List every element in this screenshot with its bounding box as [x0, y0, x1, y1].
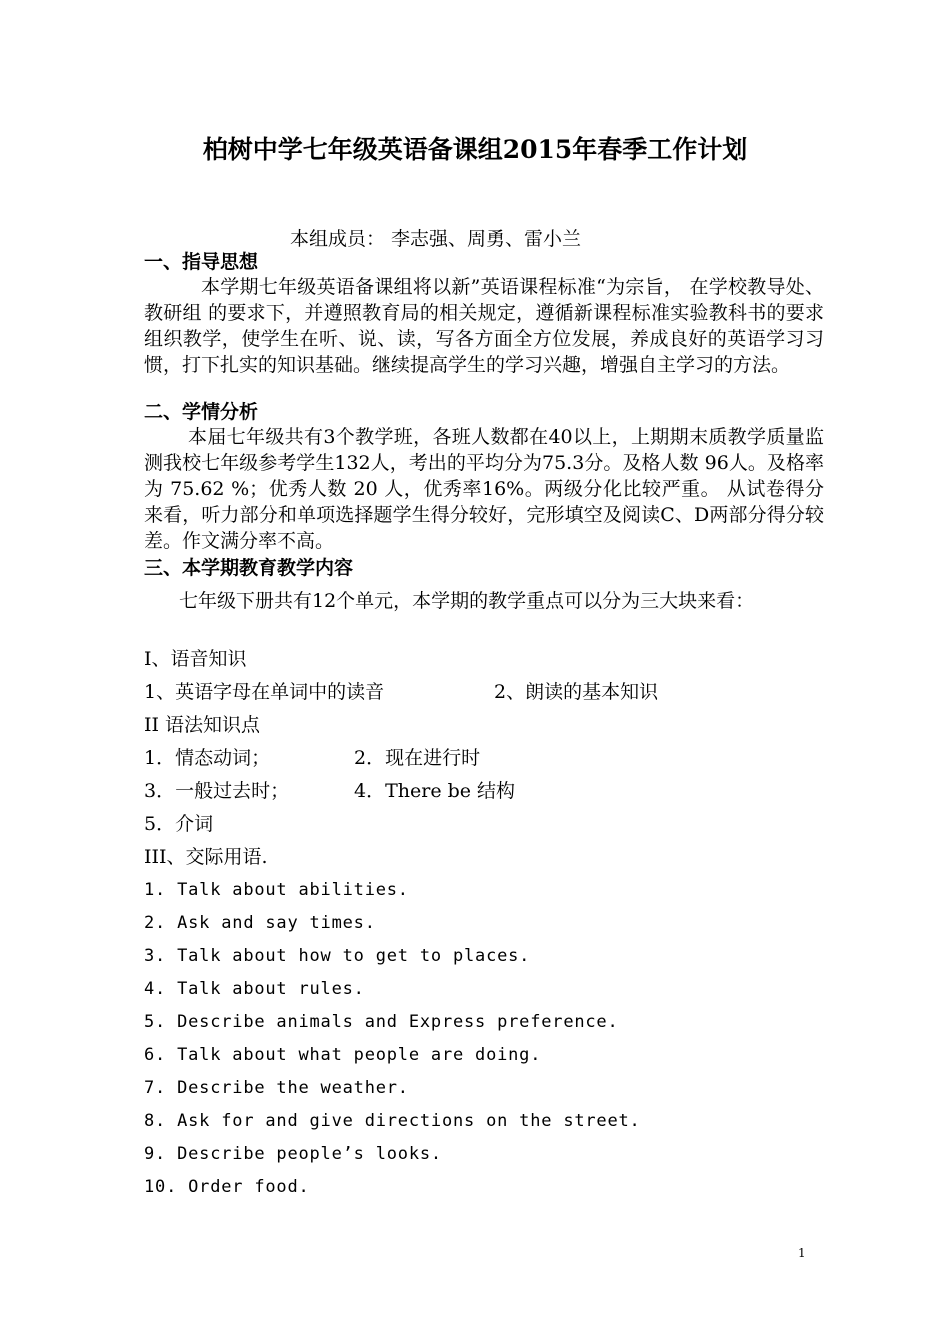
document-title: 柏树中学七年级英语备课组2015年春季工作计划 — [202, 135, 748, 164]
grammar-item-1: 1．情态动词； — [144, 747, 271, 769]
group-members: 本组成员： 李志强、周勇、雷小兰 — [290, 228, 582, 250]
grammar-item-4: 4．There be 结构 — [354, 780, 516, 802]
grammar-item-5: 5．介词 — [144, 813, 214, 835]
section-heading-analysis: 二、学情分析 — [144, 401, 259, 423]
grammar-item-3: 3．一般过去时； — [144, 780, 290, 802]
grammar-item-2: 2．现在进行时 — [354, 747, 481, 769]
section-heading-content: 三、本学期教育教学内容 — [144, 557, 354, 579]
section-body-guiding: 本学期七年级英语备课组将以新”英语课程标准“为宗旨， 在学校教导处、教研组 的要求下，并遵照教育局的相关规定，遵循新课程标准实验教科书的要求组织教学，使学生在听、说、读，写各方面全方位发展，养成良好的英语学习习惯，打下扎实的知识基础。继续提高学生的学习兴趣，增强自主学习的方法。 — [144, 276, 824, 376]
grammar-label: II 语法知识点 — [144, 714, 261, 736]
section-body-analysis: 本届七年级共有3个教学班，各班人数都在40以上，上期期末质教学质量监测我校七年级参考学生132人，考出的平均分为75.3分。及格人数 96人。及格率为 75.62 %；优秀人数 20 人，优秀率16%。两级分化比较严重。 从试卷得分来看，听力部分和单项选择题学生得分较好，完形填空及阅读C、D两部分得分较差。作文满分率不高。 — [144, 426, 824, 552]
communication-item: 5. Describe animals and Express preference. — [144, 1012, 619, 1032]
phonetics-item-2: 2、朗读的基本知识 — [494, 681, 659, 703]
communication-item: 2. Ask and say times. — [144, 913, 376, 933]
communication-item: 7. Describe the weather. — [144, 1078, 409, 1098]
content-intro: 七年级下册共有12个单元，本学期的教学重点可以分为三大块来看： — [179, 590, 755, 612]
communication-item: 8. Ask for and give directions on the street. — [144, 1111, 641, 1131]
phonetics-item-1: 1、英语字母在单词中的读音 — [144, 681, 385, 703]
communication-item: 3. Talk about how to get to places. — [144, 946, 531, 966]
communication-item: 9. Describe people’s looks. — [144, 1144, 442, 1164]
section-heading-guiding: 一、指导思想 — [144, 251, 259, 273]
communication-item: 6. Talk about what people are doing. — [144, 1045, 542, 1065]
page-number: 1 — [798, 1246, 806, 1260]
communication-label: III、交际用语. — [144, 846, 268, 868]
communication-item: 1. Talk about abilities. — [144, 880, 409, 900]
communication-item: 4. Talk about rules. — [144, 979, 365, 999]
phonetics-label: I、语音知识 — [144, 648, 247, 670]
communication-item: 10. Order food. — [144, 1177, 310, 1197]
